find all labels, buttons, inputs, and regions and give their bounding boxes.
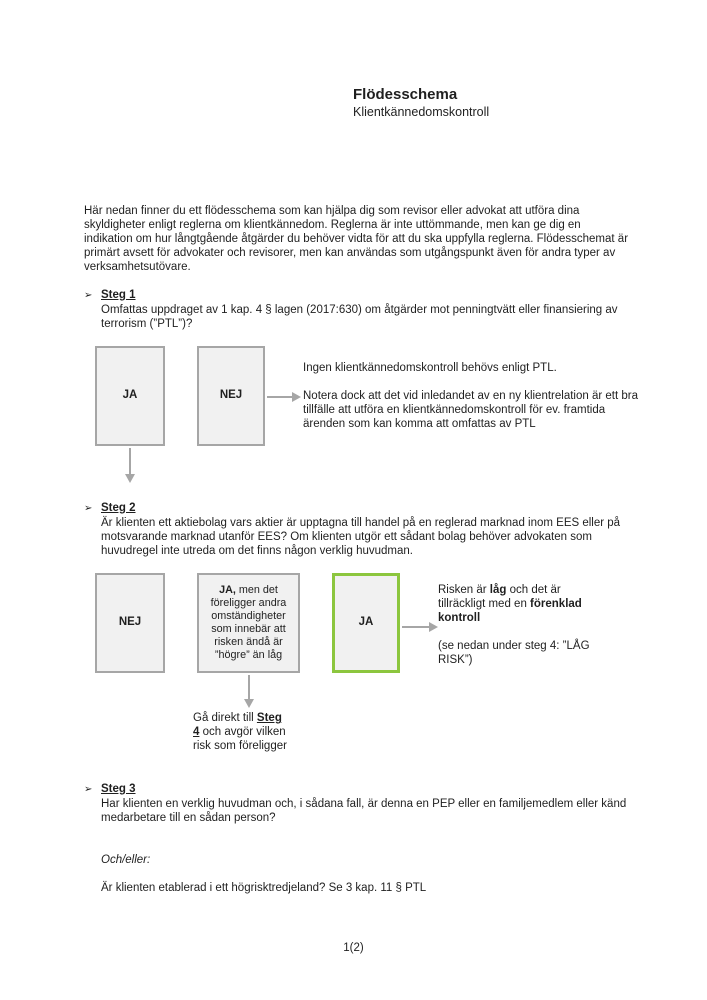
step3-question2: Är klienten etablerad i ett högrisktredjeland? Se 3 kap. 11 § PTL bbox=[101, 881, 427, 894]
intro-paragraph: Här nedan finner du ett flödesschema som kan hjälpa dig som revisor eller advokat att utföra dina skyldigheter enligt reglerna om klientkännedom. Reglerna är inte uttömmande, men kan ge dig en indikation om hur långtgående åtgärder du behöver vidta för att du ska uppfylla reglerna. Flödesschemat är primärt avsett för advokater och revisorer, men kan användas som utgångspunkt även för andra typer av verksamhetsutövare. bbox=[84, 205, 629, 273]
step2-question: Är klienten ett aktiebolag vars aktier är upptagna till handel på en reglerad marknad inom EES eller på motsvarande marknad utanför EES? Om klienten utgör ett sådant bolag behöver advokaten som huvudregel inte utreda om det finns någon verklig huvudman. bbox=[101, 517, 621, 557]
step2-section bbox=[84, 502, 632, 559]
step3-conjunction: Och/eller: bbox=[101, 853, 151, 866]
step1-result-line1: Ingen klientkännedomskontroll behövs enligt PTL. bbox=[303, 362, 557, 374]
step1-heading-row bbox=[84, 289, 632, 303]
page-title: Flödesschema bbox=[353, 86, 458, 103]
step2-heading-row bbox=[84, 502, 632, 516]
step2-result-note: (se nedan under steg 4: ”LÅG RISK”) bbox=[438, 639, 590, 666]
step2-box-nej bbox=[95, 573, 165, 673]
step2-box-ja bbox=[332, 573, 400, 673]
step2-result-main: Risken är låg och det är tillräckligt med en förenklad kontroll bbox=[438, 584, 582, 624]
step2-box-ja-hogre-label: JA, men det föreligger andra omständigheter som innebär att risken ändå är ”högre” än låg bbox=[210, 584, 287, 661]
step1-section bbox=[84, 289, 632, 332]
title-block bbox=[353, 86, 489, 120]
page-number: 1(2) bbox=[343, 942, 364, 954]
step3-heading: Steg 3 bbox=[101, 783, 136, 795]
step1-result-line2: Notera dock att det vid inledandet av en ny klientrelation är ett bra tillfälle att utföra en klientkännedomskontroll för ev. framtida ärenden som kan komma att omfattas av PTL bbox=[303, 389, 638, 430]
step1-question: Omfattas uppdraget av 1 kap. 4 § lagen (2017:630) om åtgärder mot penningtvätt eller finansiering av terrorism (”PTL”)? bbox=[101, 304, 618, 330]
step1-arrow-down-icon bbox=[124, 448, 136, 483]
step1-bullet-icon: ➢ bbox=[84, 290, 93, 301]
step3-section bbox=[84, 783, 632, 896]
step2-result-text bbox=[438, 584, 608, 668]
step2-box-ja-hogre bbox=[197, 573, 300, 673]
step2-arrow-down-icon bbox=[243, 675, 255, 708]
step3-bullet-icon: ➢ bbox=[84, 784, 93, 795]
step1-box-nej bbox=[197, 346, 265, 446]
step1-arrow-right-icon bbox=[267, 391, 301, 403]
step2-box-nej-label: NEJ bbox=[118, 616, 142, 629]
step2-goto-text: Gå direkt till Steg 4 och avgör vilken risk som föreligger bbox=[193, 712, 287, 752]
step1-result-text bbox=[303, 362, 638, 432]
page-subtitle: Klientkännedomskontroll bbox=[353, 105, 490, 119]
step1-box-ja-label: JA bbox=[122, 389, 138, 402]
step2-arrow-right-icon bbox=[402, 621, 438, 633]
step1-box-nej-label: NEJ bbox=[219, 389, 243, 402]
step3-question: Har klienten en verklig huvudman och, i sådana fall, är denna en PEP eller en familjemedlem eller känd medarbetare till en sådan person? bbox=[101, 798, 627, 824]
step2-heading: Steg 2 bbox=[101, 502, 136, 514]
step1-heading: Steg 1 bbox=[101, 289, 136, 301]
step2-bullet-icon: ➢ bbox=[84, 503, 93, 514]
step1-box-ja bbox=[95, 346, 165, 446]
step2-box-ja-label: JA bbox=[358, 616, 374, 629]
step3-heading-row bbox=[84, 783, 632, 797]
